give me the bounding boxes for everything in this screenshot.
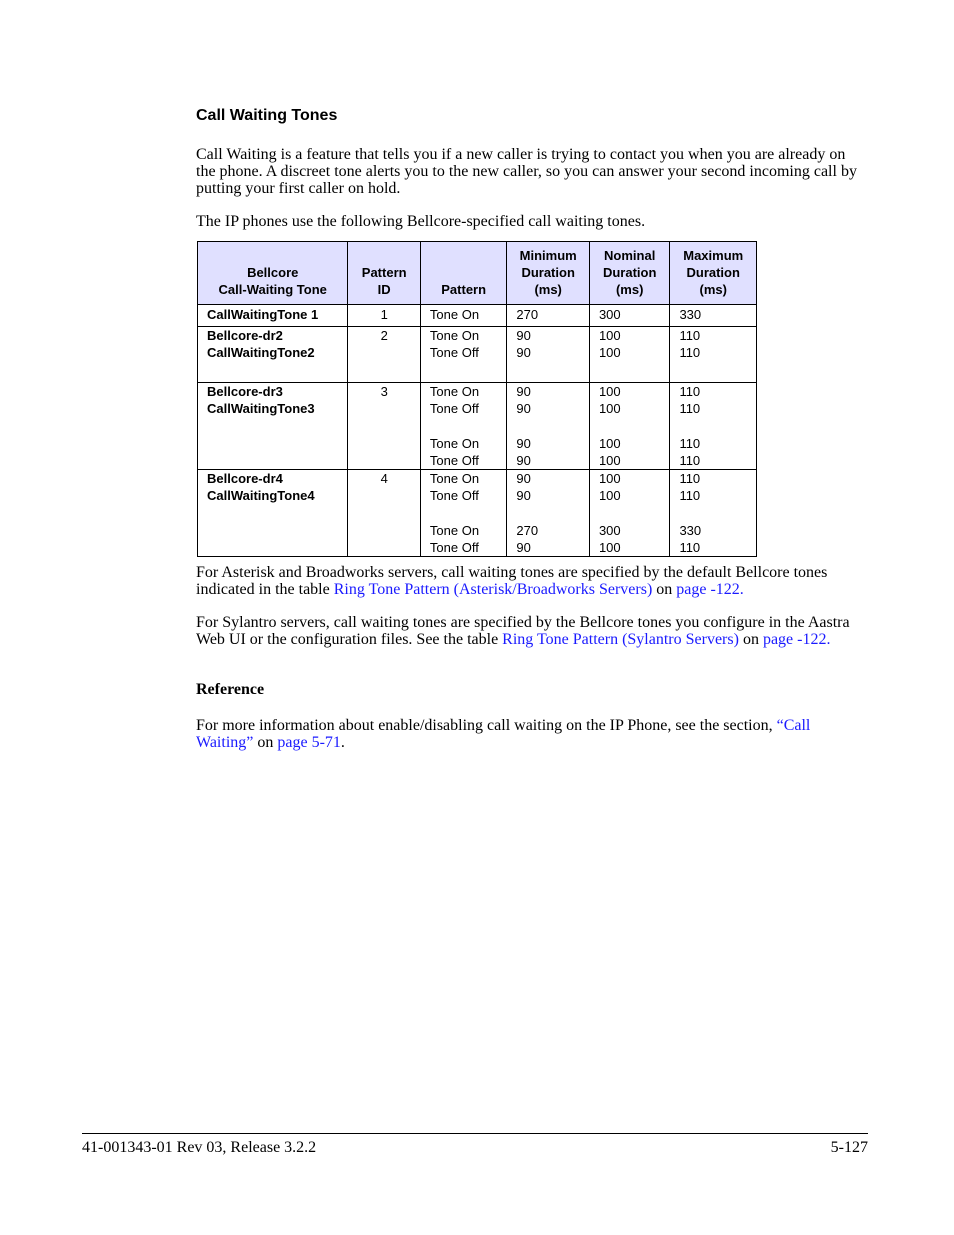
cell-line: Bellcore-dr2 xyxy=(207,328,283,343)
cell-line: 90 xyxy=(516,471,531,486)
asterisk-page-link[interactable]: page -122. xyxy=(676,581,744,598)
cell-pattern-id xyxy=(348,383,420,470)
header-line: Duration xyxy=(686,265,740,280)
cell-tone-name xyxy=(198,470,348,557)
sylantro-text-2: on xyxy=(738,631,763,648)
cell-line: 90 xyxy=(516,453,531,468)
cell-line: Bellcore-dr4 xyxy=(207,471,283,486)
section-heading: Call Waiting Tones xyxy=(196,107,338,124)
cell-line: 100 xyxy=(598,436,621,451)
cell-line: Tone On xyxy=(429,436,480,451)
reference-text-2: on xyxy=(253,734,278,751)
asterisk-text-1: For Asterisk and Broadworks servers, call waiting tones are specified by the default Bellcore tones indicated in the table xyxy=(196,564,828,598)
cell-line: 90 xyxy=(516,488,531,503)
cell-line: Tone On xyxy=(429,471,480,486)
cell-minimum xyxy=(507,305,590,327)
cell-line: 90 xyxy=(516,540,531,555)
footer-page-number: 5-127 xyxy=(830,1139,868,1156)
cell-line: 110 xyxy=(679,540,701,555)
cell-nominal xyxy=(589,470,670,557)
cell-pattern-id xyxy=(348,305,420,327)
cell-maximum xyxy=(670,305,757,327)
reference-text-1: For more information about enable/disabling call waiting on the IP Phone, see the section, xyxy=(196,717,777,734)
cell-minimum xyxy=(507,383,590,470)
cell-line: 330 xyxy=(679,523,702,538)
cell-line: 270 xyxy=(516,307,539,322)
table-header-row xyxy=(198,242,757,305)
sylantro-paragraph xyxy=(196,614,868,648)
header-line: (ms) xyxy=(534,282,562,297)
sylantro-page-link[interactable]: page -122. xyxy=(762,631,831,648)
header-line: ID xyxy=(377,282,391,297)
cell-line: 90 xyxy=(516,345,531,360)
cell-line: 100 xyxy=(598,345,621,360)
cell-minimum xyxy=(507,470,590,557)
cell-line: Tone Off xyxy=(429,345,479,360)
cell-line: 270 xyxy=(516,523,539,538)
cell-line: Bellcore-dr3 xyxy=(207,384,283,399)
cell-line: 110 xyxy=(679,384,701,399)
ring-tone-asterisk-link[interactable]: Ring Tone Pattern (Asterisk/Broadworks Servers) xyxy=(333,581,653,598)
cell-line: 1 xyxy=(380,307,388,322)
cell-line: 110 xyxy=(679,436,701,451)
table-row xyxy=(198,305,757,327)
table-row xyxy=(198,383,757,470)
header-line: Nominal xyxy=(604,248,656,263)
cell-line: 330 xyxy=(679,307,702,322)
cell-nominal xyxy=(589,383,670,470)
cell-line: CallWaitingTone 1 xyxy=(207,307,319,322)
cell-pattern xyxy=(420,383,506,470)
header-line: Minimum xyxy=(519,248,577,263)
table-intro-paragraph: The IP phones use the following Bellcore-specified call waiting tones. xyxy=(196,213,646,230)
header-line: Duration xyxy=(602,265,657,280)
call-waiting-link[interactable]: “Call Waiting” xyxy=(196,717,811,751)
header-line: Bellcore xyxy=(247,265,299,280)
footer-divider xyxy=(82,1133,868,1134)
cell-line: 110 xyxy=(679,488,701,503)
table-row xyxy=(198,327,757,383)
header-pattern xyxy=(420,242,506,305)
cell-line: 100 xyxy=(598,384,621,399)
header-maximum-duration xyxy=(670,242,757,305)
cell-tone-name xyxy=(198,383,348,470)
header-line: Maximum xyxy=(683,248,744,263)
cell-maximum xyxy=(670,383,757,470)
cell-line: 100 xyxy=(598,488,621,503)
cell-line: 100 xyxy=(598,328,621,343)
cell-line: Tone On xyxy=(429,307,480,322)
cell-line: 110 xyxy=(679,345,701,360)
cell-line: 2 xyxy=(380,328,388,343)
cell-nominal xyxy=(589,305,670,327)
cell-line: Tone On xyxy=(429,523,480,538)
cell-line: CallWaitingTone4 xyxy=(207,488,315,503)
cell-line: 300 xyxy=(598,307,621,322)
cell-tone-name xyxy=(198,305,348,327)
cell-line: Tone Off xyxy=(429,540,479,555)
cell-line: CallWaitingTone3 xyxy=(207,401,315,416)
cell-line: Tone Off xyxy=(429,401,479,416)
reference-page-link[interactable]: page 5-71 xyxy=(277,734,341,751)
cell-line: 3 xyxy=(380,384,388,399)
cell-line: Tone Off xyxy=(429,488,479,503)
cell-minimum xyxy=(507,327,590,383)
cell-line: 100 xyxy=(598,471,621,486)
table-row xyxy=(198,470,757,557)
cell-line: 90 xyxy=(516,384,531,399)
header-nominal-duration xyxy=(589,242,670,305)
cell-line: 110 xyxy=(679,328,701,343)
cell-pattern xyxy=(420,470,506,557)
cell-line: 300 xyxy=(598,523,621,538)
cell-line: 100 xyxy=(598,453,621,468)
cell-line: 110 xyxy=(679,471,701,486)
cell-pattern-id xyxy=(348,327,420,383)
header-minimum-duration xyxy=(507,242,590,305)
cell-line: 100 xyxy=(598,401,621,416)
call-waiting-tones-table xyxy=(197,241,757,557)
asterisk-text-2: on xyxy=(652,581,677,598)
cell-maximum xyxy=(670,327,757,383)
cell-line: Tone On xyxy=(429,328,480,343)
cell-line: 90 xyxy=(516,328,531,343)
cell-line: Tone Off xyxy=(429,453,479,468)
cell-line: 90 xyxy=(516,401,531,416)
header-line: (ms) xyxy=(699,282,727,297)
cell-nominal xyxy=(589,327,670,383)
header-line: Pattern xyxy=(441,282,487,297)
intro-paragraph: Call Waiting is a feature that tells you if a new caller is trying to contact you when you are already on the phone. A discreet tone alerts you to the new caller, so you can answer your second incoming call by putting your first caller on hold. xyxy=(196,146,857,197)
cell-line: 110 xyxy=(679,401,701,416)
reference-paragraph xyxy=(196,717,868,751)
header-bellcore-tone xyxy=(198,242,348,305)
cell-line: 100 xyxy=(598,540,621,555)
header-pattern-id xyxy=(348,242,420,305)
header-line: Call-Waiting Tone xyxy=(218,282,327,297)
cell-line: CallWaitingTone2 xyxy=(207,345,315,360)
ring-tone-sylantro-link[interactable]: Ring Tone Pattern (Sylantro Servers) xyxy=(502,631,739,648)
header-line: Duration xyxy=(521,265,575,280)
asterisk-paragraph xyxy=(196,564,868,598)
reference-heading: Reference xyxy=(196,681,265,698)
sylantro-text-1: For Sylantro servers, call waiting tones are specified by the Bellcore tones you configure in the Aastra Web UI or the configuration files. See the table xyxy=(196,614,850,648)
cell-line: 4 xyxy=(380,471,388,486)
cell-pattern xyxy=(420,327,506,383)
cell-pattern xyxy=(420,305,506,327)
cell-maximum xyxy=(670,470,757,557)
footer-document-id: 41-001343-01 Rev 03, Release 3.2.2 xyxy=(82,1139,317,1156)
reference-text-3: . xyxy=(340,734,345,751)
cell-line: Tone On xyxy=(429,384,480,399)
header-line: Pattern xyxy=(361,265,407,280)
cell-line: 90 xyxy=(516,436,531,451)
cell-line: 110 xyxy=(679,453,701,468)
header-line: (ms) xyxy=(615,282,644,297)
cell-pattern-id xyxy=(348,470,420,557)
cell-tone-name xyxy=(198,327,348,383)
